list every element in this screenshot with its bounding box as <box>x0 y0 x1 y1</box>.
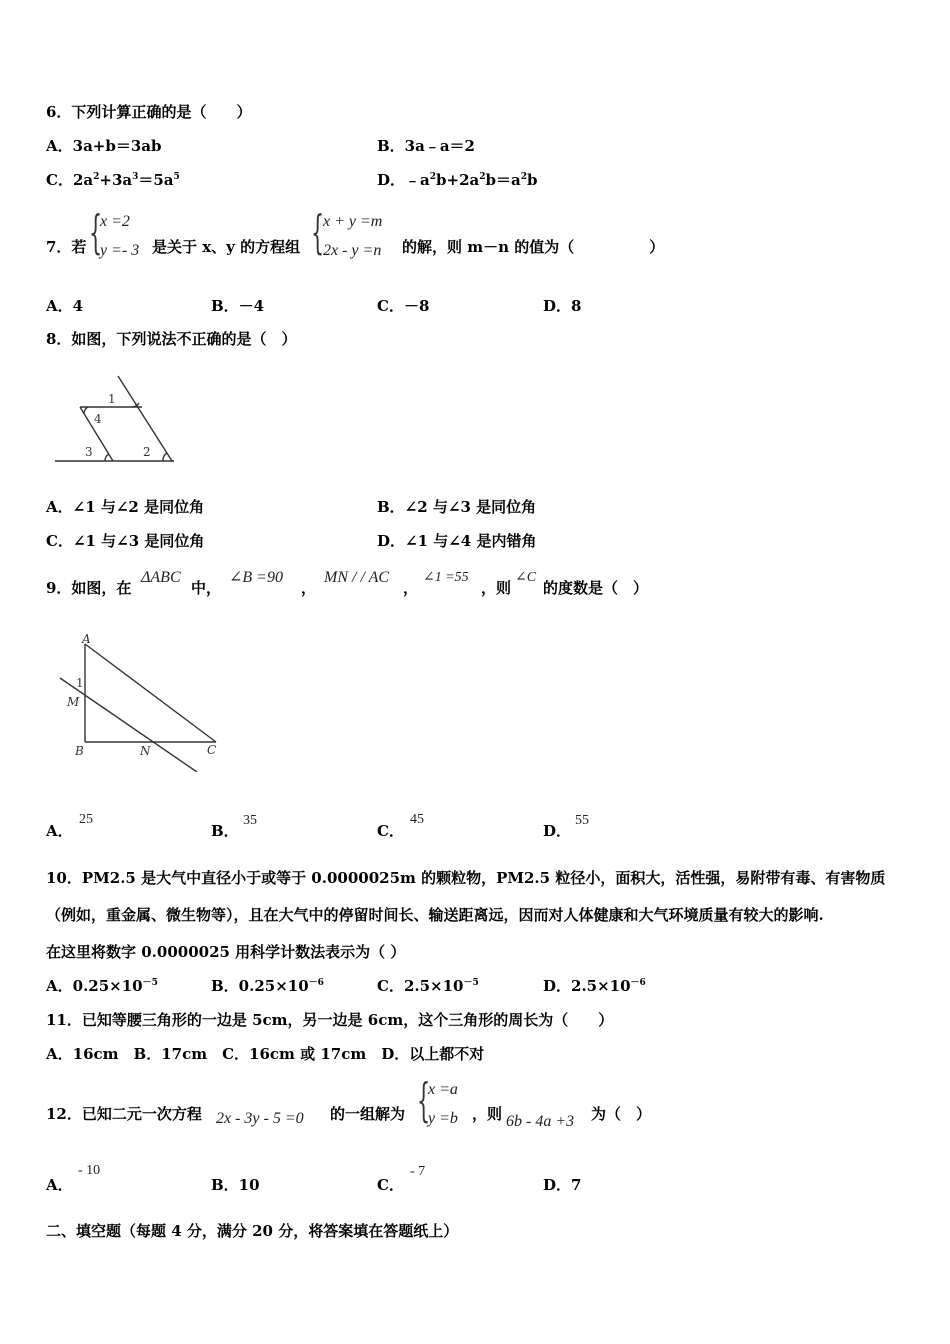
q10-line1: 10．PM2.5 是大气中直径小于或等于 0.0000025m 的颗粒物，PM2.5 粒径小，面积大，活性强，易附带有毒、有害物质 <box>46 869 886 887</box>
q7-system1-line2: y =- 3 <box>100 242 140 259</box>
q7-system2-line1: x + y =m <box>323 213 383 230</box>
q9-fig-side-ac <box>85 644 216 742</box>
q9-fig-label-m: M <box>67 695 80 709</box>
q9-option-c-label: C． <box>377 822 404 840</box>
q7-prefix: 7．若 <box>46 238 87 256</box>
q6-option-c: C．$2a^2+3a^3=5a^5$ <box>46 171 180 189</box>
q8-stem: 8．如图，下列说法不正确的是（ ） <box>46 330 297 348</box>
q12-system-line2: y =b <box>428 1110 458 1127</box>
q9-mid2: ， <box>301 579 317 597</box>
q9-option-b-value: 35 <box>243 813 257 828</box>
q8-fig-arc-3 <box>105 454 109 461</box>
q7-system1-line1: x =2 <box>100 213 130 230</box>
q12-suffix: 为（ ） <box>591 1105 652 1123</box>
q7-option-c: C．－8 <box>377 297 430 315</box>
q11-stem: 11．已知等腰三角形的一边是 5cm，另一边是 6cm，这个三角形的周长为（ ） <box>46 1011 614 1029</box>
q10-option-d: D．$2.5\times 10^{-6}$ <box>543 977 646 995</box>
q12-prefix: 12．已知二元一次方程 <box>46 1105 202 1123</box>
q8-figure <box>50 362 190 472</box>
q9-option-b-label: B． <box>211 822 239 840</box>
q7-brace-2: { <box>311 205 325 259</box>
q8-fig-label-4: 4 <box>94 412 102 426</box>
q6-option-b: B．3a﹣a＝2 <box>377 137 475 155</box>
q7-suffix: 的解，则 m－n 的值为（ ） <box>402 238 665 256</box>
q12-mid2: ，则 <box>472 1105 503 1123</box>
q8-fig-arc-2 <box>163 453 167 461</box>
q8-fig-label-2: 2 <box>143 445 151 459</box>
q12-option-c-value: - 7 <box>410 1164 426 1179</box>
q6-option-a: A．3a+b＝3ab <box>46 137 162 155</box>
q12-system-line1: x =a <box>428 1081 458 1098</box>
q10-option-a: A．$0.25\times 10^{-5}$ <box>46 977 158 995</box>
q12-option-a-label: A． <box>46 1176 73 1194</box>
q9-fig-label-1: 1 <box>76 676 84 690</box>
q9-mid1: 中， <box>191 579 222 597</box>
q10-line3: 在这里将数字 0.0000025 用科学计数法表示为（ ） <box>46 943 406 961</box>
q8-option-b: B．∠2 与∠3 是同位角 <box>377 498 537 516</box>
q9-option-d-value: 55 <box>575 813 589 828</box>
q9-option-a-label: A． <box>46 822 73 840</box>
q9-fig-label-b: B <box>75 744 84 758</box>
q9-fig-label-n: N <box>140 744 151 758</box>
q9-fig-label-c: C <box>207 743 217 757</box>
q7-option-a: A．4 <box>46 297 84 315</box>
q9-parallel: MN / / AC <box>324 569 390 586</box>
q7-mid: 是关于 x、y 的方程组 <box>152 238 301 256</box>
q9-angle-b: ∠B =90 <box>229 569 283 586</box>
q10-option-c: C．$2.5\times 10^{-5}$ <box>377 977 479 995</box>
q9-fig-label-a: A <box>82 632 91 646</box>
q9-option-d-label: D． <box>543 822 572 840</box>
q9-angle-c: ∠C <box>515 570 537 585</box>
q6-stem: 6．下列计算正确的是（ ） <box>46 103 252 121</box>
q12-option-d: D．7 <box>543 1176 582 1194</box>
q9-figure <box>52 632 227 772</box>
q6-option-d: D．$﹣a^2b+2a^2b=a^2b$ <box>377 171 538 189</box>
q8-option-d: D．∠1 与∠4 是内错角 <box>377 532 537 550</box>
q7-system2-line2: 2x - y =n <box>323 242 382 259</box>
q7-option-b: B．－4 <box>211 297 265 315</box>
section2-title: 二、填空题（每题 4 分，满分 20 分，将答案填在答题纸上） <box>46 1222 459 1240</box>
q12-option-a-value: - 10 <box>78 1163 101 1178</box>
q9-suffix: 的度数是（ ） <box>543 579 649 597</box>
q10-line2: （例如，重金属、微生物等），且在大气中的停留时间长、输送距离远，因而对人体健康和大气环境质量有较大的影响. <box>46 906 824 924</box>
q12-option-c-label: C． <box>377 1176 404 1194</box>
q8-fig-label-1: 1 <box>108 392 116 406</box>
q9-triangle-abc: ΔABC <box>141 569 181 586</box>
q9-mid4: ，则 <box>481 579 512 597</box>
q12-mid: 的一组解为 <box>330 1105 406 1123</box>
q11-options: A．16cm B．17cm C．16cm 或 17cm D．以上都不对 <box>46 1045 485 1063</box>
q9-mid3: ， <box>403 579 419 597</box>
q8-fig-label-3: 3 <box>85 445 93 459</box>
q10-option-b: B．$0.25\times 10^{-6}$ <box>211 977 324 995</box>
q9-option-a-value: 25 <box>79 812 93 827</box>
q8-option-a: A．∠1 与∠2 是同位角 <box>46 498 205 516</box>
q7-option-d: D．8 <box>543 297 582 315</box>
q12-equation: 2x - 3y - 5 =0 <box>216 1110 304 1127</box>
q9-option-c-value: 45 <box>410 812 424 827</box>
q8-fig-arc-4 <box>84 407 88 414</box>
q12-option-b: B．10 <box>211 1176 260 1194</box>
q8-option-c: C．∠1 与∠3 是同位角 <box>46 532 205 550</box>
q9-angle-1: ∠1 =55 <box>423 570 469 585</box>
q9-prefix: 9．如图，在 <box>46 579 132 597</box>
q12-expression: 6b - 4a +3 <box>506 1113 575 1130</box>
q7-brace-1: { <box>89 205 103 259</box>
q12-brace: { <box>417 1073 431 1127</box>
